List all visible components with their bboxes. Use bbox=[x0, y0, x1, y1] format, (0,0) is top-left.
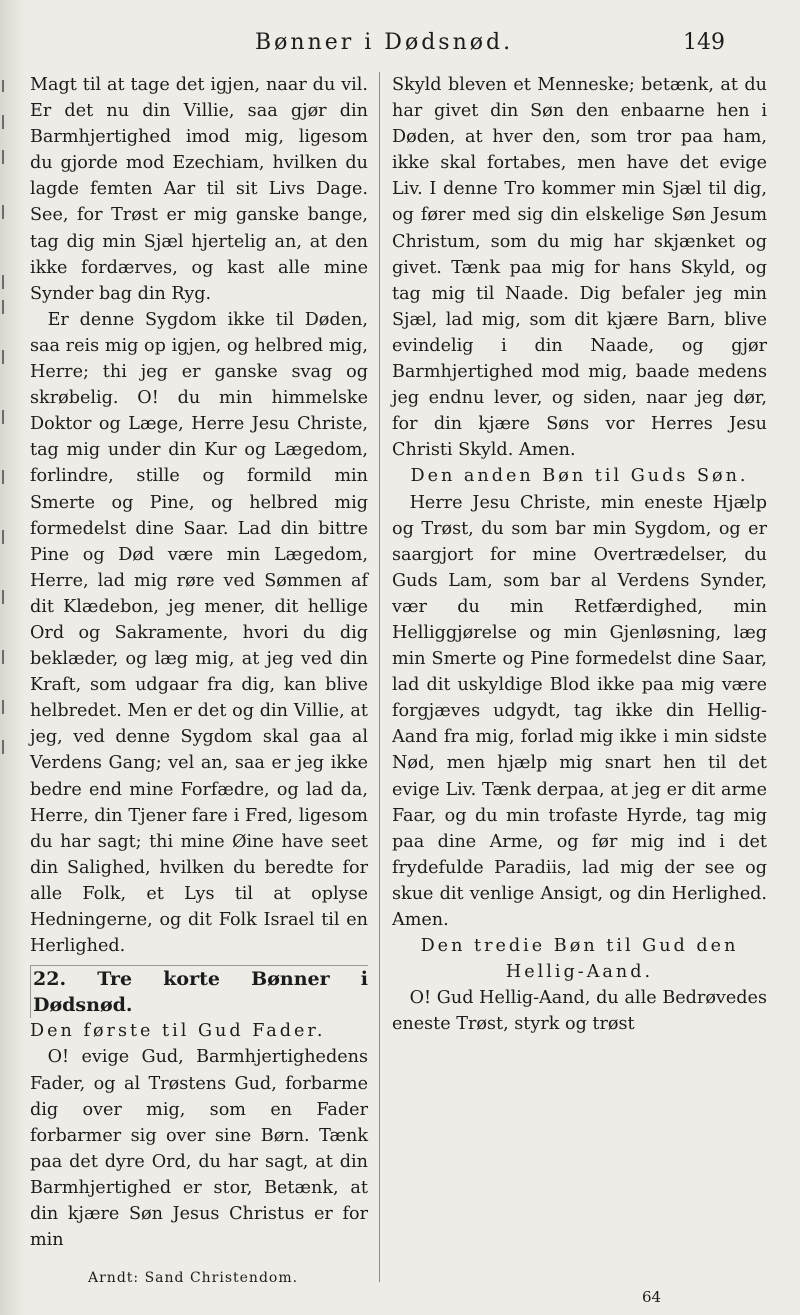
right-column bbox=[392, 72, 767, 1037]
signature-mark: 64 bbox=[642, 1288, 662, 1306]
prayer-section-heading: 22. Tre korte Bønner i Dødsnød. bbox=[30, 965, 368, 1018]
right-paragraph-3: O! Gud Hellig-Aand, du alle Bedrøvedes eneste Trøst, styrk og trøst bbox=[392, 988, 767, 1035]
first-prayer-heading: Den første til Gud Fader. bbox=[30, 1021, 326, 1042]
right-paragraph-1: Skyld bleven et Menneske; betænk, at du har givet din Søn den enbaarne hen i Døden, at hver den, som tror paa ham, ikke skal fortabes, men have det evige Liv. I denne Tro kommer min Sjæl til dig, og fører med sig din elskelige Søn Jesum Christum, som du mig har skjænket og givet. Tænk paa mig for hans Skyld, og tag mig til Naade. Dig befaler jeg min Sjæl, lad mig, som dit kjære Barn, blive evindelig i din Naade, og gjør Barmhjertighed mod mig, baade medens jeg endnu lever, og siden, naar jeg dør, for din kjære Søns vor Herres Jesu Christi Skyld. Amen. bbox=[392, 75, 767, 461]
column-divider bbox=[379, 72, 380, 1282]
right-paragraph-2: Herre Jesu Christe, min eneste Hjælp og Trøst, du som bar min Sygdom, og er saargjort for mine Overtrædelser, du Guds Lam, som bar al Verdens Synder, vær du min Retfærdighed, min Helliggjørelse og min Gjenløsning, læg min Smerte og Pine formedelst dine Saar, lad dit uskyldige Blod ikke paa mig være forgjæves udgydt, tag ikke din Hellig-Aand fra mig, forlad mig ikke i min sidste Nød, men hjælp mig snart hen til det evige Liv. Tænk derpaa, at jeg er dit arme Faar, og du min trofaste Hyrde, tag mig paa dine Arme, og før mig ind i det frydefulde Paradiis, lad mig der see og skue dit venlige Ansigt, og din Herlighed. Amen. bbox=[392, 492, 767, 930]
page-left-edge bbox=[0, 0, 26, 1315]
second-prayer-heading: Den anden Bøn til Guds Søn. bbox=[410, 466, 749, 487]
page-number: 149 bbox=[683, 30, 725, 55]
left-paragraph-2: Er denne Sygdom ikke til Døden, saa reis mig op igjen, og helbred mig, Herre; thi jeg er ganske svag og skrøbelig. O! du min himmelske Doktor og Læge, Herre Jesu Christe, tag mig under din Kur og Lægedom, forlindre, stille og formild min Smerte og Pine, og helbred mig formedelst dine Saar. Lad din bittre Pine og Død være min Lægedom, Herre, lad mig røre ved Sømmen af dit Klædebon, jeg mener, dit hellige Ord og Sakramente, hvori du dig beklæder, og læg mig, at jeg ved din Kraft, som udgaar fra dig, kan blive helbredet. Men er det og din Villie, at jeg, ved denne Sygdom skal gaa al Verdens Gang; vel an, saa er jeg ikke bedre end mine Forfædre, og lad da, Herre, din Tjener fare i Fred, ligesom du har sagt; thi mine Øine have seet din Salighed, hvilken du beredte for alle Folk, et Lys til at oplyse Hedningerne, og dit Folk Israel til en Herlighed. bbox=[30, 309, 368, 957]
page-header bbox=[0, 30, 800, 60]
running-title: Bønner i Dødsnød. bbox=[255, 30, 514, 55]
left-paragraph-1: Magt til at tage det igjen, naar du vil. Er det nu din Villie, saa gjør din Barmhjertighed imod mig, ligesom du gjorde mod Ezechiam, hvilken du lagde femten Aar til sit Livs Dage. See, for Trøst er mig ganske bange, tag dig min Sjæl hjertelig an, at den ikke fordærves, og kast alle mine Synder bag din Ryg. bbox=[30, 75, 368, 304]
left-paragraph-3: O! evige Gud, Barmhjertighedens Fader, og al Trøstens Gud, forbarme dig over mig, som en Fader forbarmer sig over sine Børn. Tænk paa det dyre Ord, du har sagt, at din Barmhjertighed er stor, Betænk, at din kjære Søn Jesus Christus er for min bbox=[30, 1047, 368, 1251]
footer-note: Arndt: Sand Christendom. bbox=[88, 1270, 299, 1286]
left-column bbox=[30, 72, 368, 1253]
third-prayer-heading: Den tredie Bøn til Gud den Hellig-Aand. bbox=[420, 936, 739, 983]
